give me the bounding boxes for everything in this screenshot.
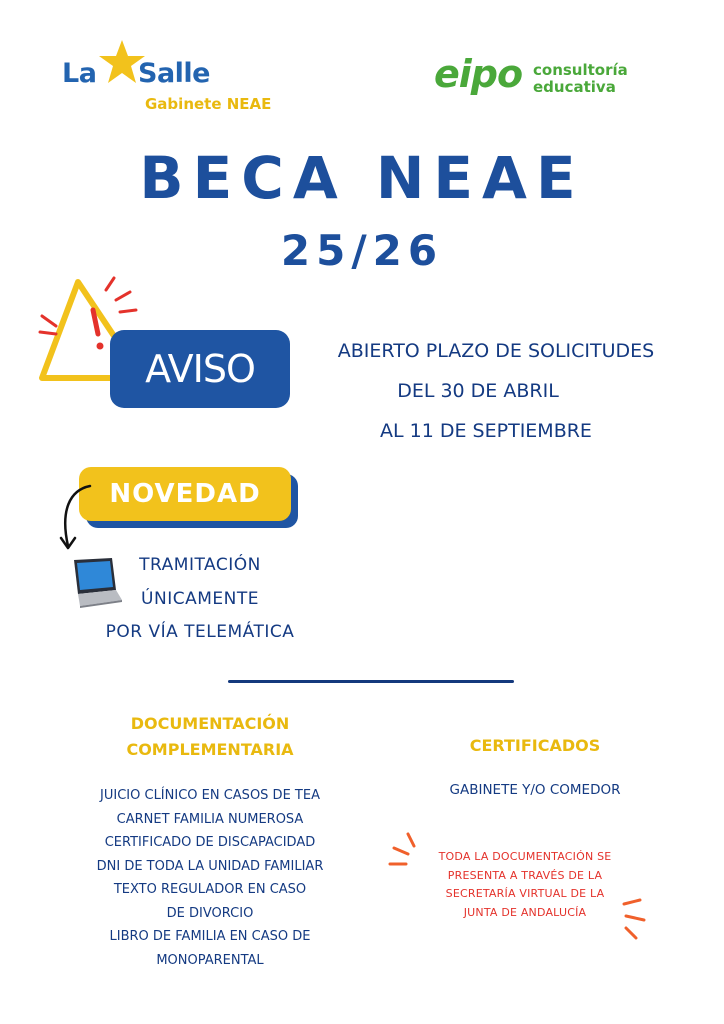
note-line: SECRETARÍA VIRTUAL DE LA [445,887,605,900]
list-item: LIBRO DE FAMILIA EN CASO DE [109,929,311,944]
page-subtitle: 25/26 [280,226,444,275]
page-title: BECA NEAE [139,144,585,212]
lasalle-logo-la: La [62,58,97,89]
note-line: JUNTA DE ANDALUCÍA [463,905,587,919]
list-item: DNI DE TODA LA UNIDAD FAMILIAR [96,858,324,874]
notice-line-3: AL 11 DE SEPTIEMBRE [380,420,592,442]
list-item: MONOPARENTAL [156,952,264,968]
arrow-icon [56,480,96,555]
list-item: CARNET FAMILIA NUMEROSA [116,811,304,827]
note-line: PRESENTA A TRAVÉS DE LA [447,868,603,882]
aviso-badge: AVISO [145,347,255,391]
news-line-3: POR VÍA TELEMÁTICA [105,622,295,642]
lasalle-logo-salle: Salle [138,58,210,89]
eipo-line2: educativa [533,78,616,96]
eipo-line1: consultoría [533,61,628,79]
list-item: TEXTO REGULADOR EN CASO [113,882,307,897]
news-line-1: TRAMITACIÓN [139,555,261,575]
news-line-2: ÚNICAMENTE [141,589,259,609]
list-item: JUICIO CLÍNICO EN CASOS DE TEA [100,788,320,803]
certificates-item: GABINETE Y/O COMEDOR [449,782,621,798]
documentation-list [60,784,360,972]
lasalle-logo-subtitle: Gabinete NEAE [145,95,272,113]
documentation-title-line1: DOCUMENTACIÓN [130,714,290,733]
eipo-wordmark: eipo [434,52,523,96]
note-line: TODA LA DOCUMENTACIÓN SE [438,850,612,863]
notice-line-1: ABIERTO PLAZO DE SOLICITUDES [337,340,655,362]
list-item: DE DIVORCIO [166,905,254,921]
documentation-title-line2: COMPLEMENTARIA [126,740,294,759]
certificates-title: CERTIFICADOS [469,736,601,755]
novedad-badge: NOVEDAD [109,479,261,509]
list-item: CERTIFICADO DE DISCAPACIDAD [104,835,316,850]
divider [228,680,514,683]
submission-note [418,848,632,922]
notice-line-2: DEL 30 DE ABRIL [397,380,559,402]
